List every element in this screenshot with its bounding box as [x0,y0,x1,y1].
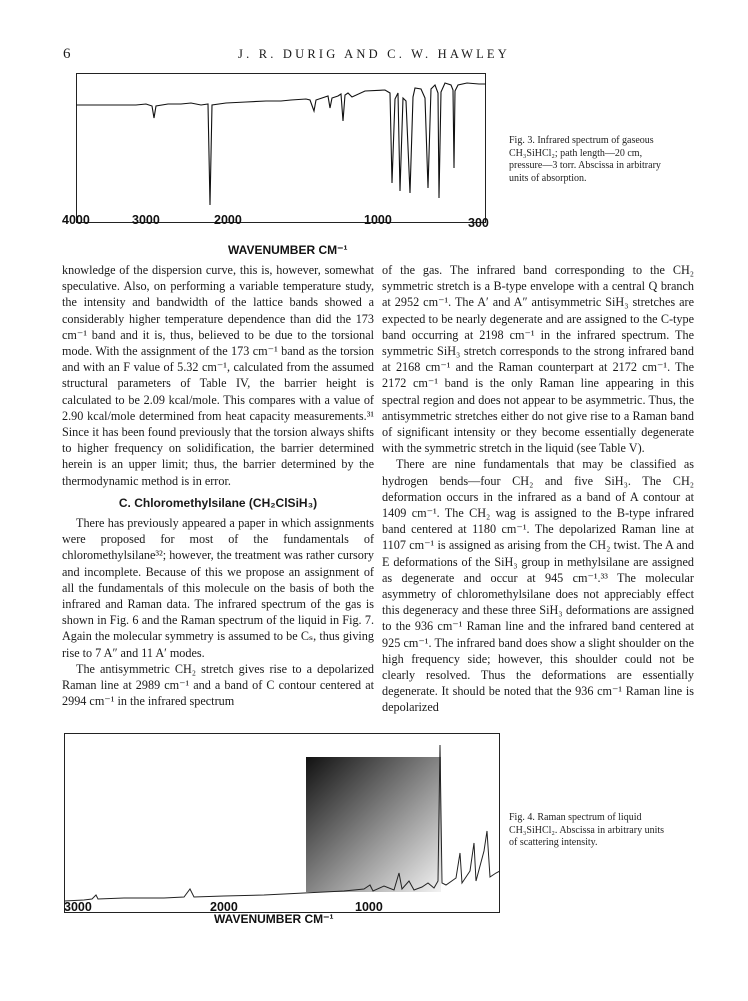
figure-4-spectrum [64,733,500,913]
left-paragraph-1: knowledge of the dispersion curve, this is, however, somewhat speculative. Also, on performing a variable temperature study, the intensity and bandwidth of the lattice bands showed a considerably higher temperature dependence than did the 173 cm⁻¹ band and it is, thus, believed to be due to the torsional mode. With the assignment of the 173 cm⁻¹ band as the torsion and with an F value of 5.32 cm⁻¹, calculated from the assumed structural parameters of Table IV, the barrier height is calculated to be 2.09 kcal/mole. This compares with a value of 2.90 kcal/mole determined from heat capacity measurements.³¹ Since it has been found previously that the torsion always shifts to higher frequency on solidification, the barrier determined herein is an upper limit; thus, the barrier determined by the thermodynamic method is in error. [62,263,374,488]
fig4-tick-1000: 1000 [355,900,383,914]
page-number: 6 [63,46,71,62]
figure-4-caption: Fig. 4. Raman spectrum of liquid CH₃SiHCl₂. Abscissa in arbitrary units of scattering intensity. [509,812,665,848]
right-column [382,262,694,716]
raman-shaded-region [306,757,441,892]
running-title: J. R. DURIG AND C. W. HAWLEY [238,47,510,61]
ir-spectrum-trace [76,83,486,205]
section-heading: C. Chloromethylsilane (CH₂ClSiH₃) [118,495,318,510]
right-paragraph-2: There are nine fundamentals that may be classified as hydrogen bends—four CH₂ and five SiH₃. The CH₂ deformation occurs in the infrared as a band of A contour at 1409 cm⁻¹. The CH₂ wag is assigned to the B-type infrared band centered at 1180 cm⁻¹. The depolarized Raman line at 1107 cm⁻¹ is assigned as arising from the CH₂ twist. The A and E deformations of the SiH₃ group in methylsilane are assigned as degenerate and occur at 945 cm⁻¹.³³ The molecular asymmetry of chloromethylsilane does not appreciably effect this degeneracy and these three SiH₃ deformations are assigned to the 936 cm⁻¹ Raman line and the infrared band centered at 925 cm⁻¹. The infrared band does show a slight shoulder on the high frequency side; however, this shoulder could not be clearly resolved. Thus the deformations are essentially degenerate. It should be noted that the 936 cm⁻¹ Raman line is depolarized [382,457,694,715]
fig4-tick-3000: 3000 [64,900,92,914]
running-header [0,46,748,66]
fig3-tick-3000: 3000 [132,213,160,227]
fig4-axis-label: WAVENUMBER CM⁻¹ [214,912,334,926]
left-column [62,262,374,709]
fig3-tick-2000: 2000 [214,213,242,227]
fig3-tick-4000: 4000 [62,213,90,227]
fig3-tick-300: 300 [468,216,489,230]
figure-3-caption: Fig. 3. Infrared spectrum of gaseous CH₃SiHCl₂; path length—20 cm, pressure—3 torr. Abscissa in arbitrary units of absorption. [509,135,661,184]
left-paragraph-3: The antisymmetric CH₂ stretch gives rise to a depolarized Raman line at 2989 cm⁻¹ and a band of C contour centered at 2994 cm⁻¹ in the infrared spectrum [62,661,374,709]
ir-spectrum-plot [76,73,486,223]
figure-3-spectrum [76,73,486,223]
figure-3-x-axis [62,213,496,233]
left-paragraph-2: There has previously appeared a paper in which assignments were proposed for most of the fundamentals of chloromethylsilane³²; however, the treatment was rather cursory and incomplete. Because of this we propose an assignment of all the fundamentals of this molecule on the basis of both the infrared and Raman data. The infrared spectrum of the gas is shown in Fig. 6 and the Raman spectrum of the liquid in Fig. 7. Again the molecular symmetry is assumed to be Cₛ, thus giving rise to 7 A″ and 11 A′ modes. [62,516,374,660]
right-paragraph-1: of the gas. The infrared band corresponding to the CH₂ symmetric stretch is a B-type envelope with a central Q branch at 2952 cm⁻¹. The A′ and A″ antisymmetric SiH₃ stretches are expected to be nearly degenerate and are assigned to the C-type band occurring at 2198 cm⁻¹ in the infrared spectrum. The symmetric SiH₃ stretch corresponds to the strong infrared band at 2168 cm⁻¹ and the Raman counterpart at 2172 cm⁻¹. The 2172 cm⁻¹ band is the only Raman line appearing in this spectral region and does not appear to be asymmetric. Thus, the antisymmetric stretches either do not give rise to a Raman band of significant intensity or they become essentially degenerate with the symmetric stretch in the liquid (see Table V). [382,263,694,456]
fig3-axis-label: WAVENUMBER CM⁻¹ [228,243,348,257]
fig3-tick-1000: 1000 [364,213,392,227]
fig4-tick-2000: 2000 [210,900,238,914]
raman-spectrum-plot [64,733,500,913]
